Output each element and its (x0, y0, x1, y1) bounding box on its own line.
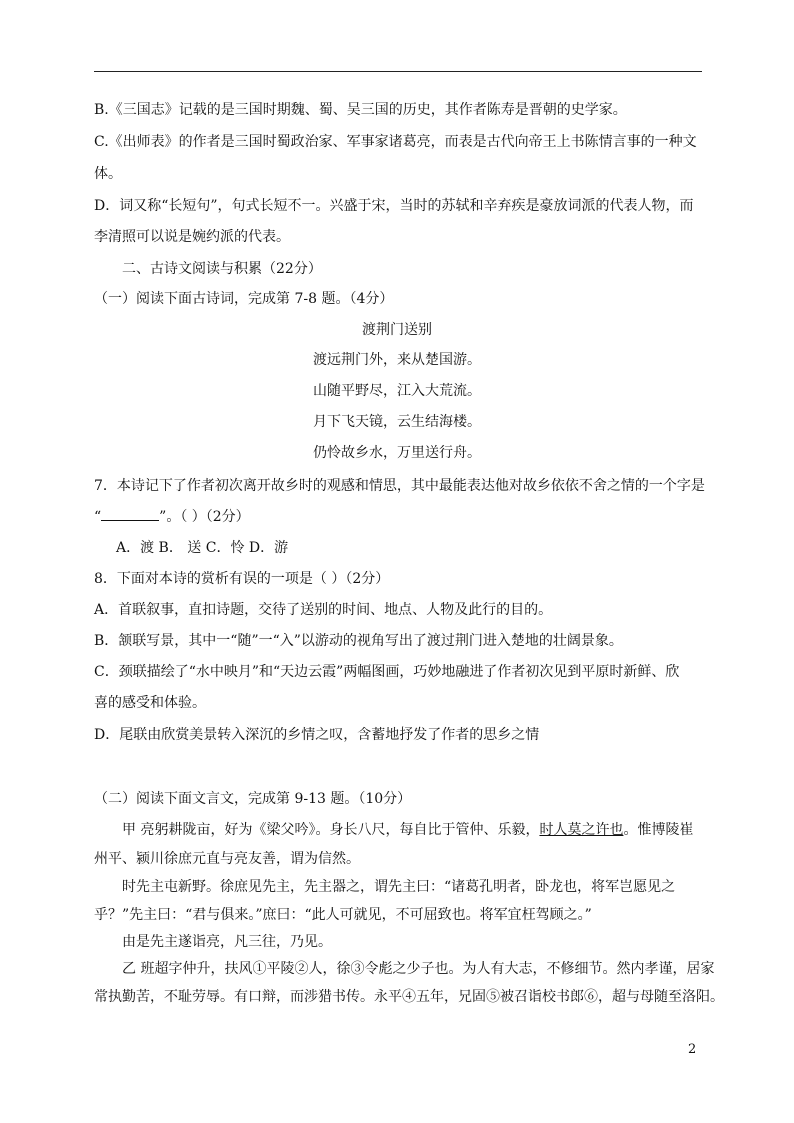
quote-close: ”。（ ）（2分） (159, 509, 250, 525)
part2-intro: （二）阅读下面文言文，完成第 9-13 题。（10分） (94, 791, 412, 807)
passage-a-text: 甲 亮躬耕陇亩，好为《梁父吟》。身长八尺，每自比于管仲、乐毅， (122, 822, 540, 838)
question-8-option-b: B．颔联写景，其中一“随”一“入”以游动的视角写出了渡过荆门进入楚地的壮阔景象。 (94, 633, 623, 649)
page-number: 2 (688, 1042, 697, 1057)
question-7-answer-line (94, 507, 250, 527)
passage-a-line: 乎？”先主曰：“君与俱来。”庶曰：“此人可就见，不可屈致也。将军宜枉驾顾之。” (94, 907, 592, 923)
header-rule (94, 71, 702, 72)
passage-a-text: 。惟博陵崔 (623, 822, 694, 838)
question-8-option-d: D．尾联由欣赏美景转入深沉的乡情之叹，含蓄地抒发了作者的思乡之情 (94, 727, 540, 743)
quote-open: “ (94, 509, 102, 525)
option-d-text: D．词又称“长短句”，句式长短不一。兴盛于宋，当时的苏轼和辛弃疾是豪放词派的代表人物，而 (94, 198, 694, 214)
answer-blank (101, 508, 159, 521)
question-8-option-a: A．首联叙事，直扣诗题，交待了送别的时间、地点、人物及此行的目的。 (94, 602, 553, 618)
question-8-option-c: C．颈联描绘了“水中映月”和“天边云霞”两幅图画，巧妙地融进了作者初次见到平原时新鲜、欣 (94, 664, 680, 680)
passage-a-line: 由是先主遂诣亮，凡三往，乃见。 (122, 934, 332, 950)
question-7-options: A．渡 B． 送 C．怜 D．游 (116, 540, 289, 556)
section-heading: 二、古诗文阅读与积累（22分） (122, 261, 322, 277)
passage-a-line: 时先主屯新野。徐庶见先主，先主器之，谓先主曰：“诸葛孔明者，卧龙也，将军岂愿见之 (122, 879, 676, 895)
option-c-text: C.《出师表》的作者是三国时蜀政治家、军事家诸葛亮，而表是古代向帝王上书陈情言事的一种文 (94, 134, 697, 150)
passage-b-line: 常执勤苦，不耻劳辱。有口辩，而涉猎书传。永平④五年，兄固⑤被召诣校书郎⑥，超与母随至洛阳。 (94, 989, 724, 1005)
poem-line: 山随平野尽，江入大荒流。 (313, 383, 481, 399)
passage-a-line: 州平、颍川徐庶元直与亮友善，谓为信然。 (94, 851, 360, 867)
question-7-stem: 7．本诗记下了作者初次离开故乡时的观感和情思，其中最能表达他对故乡依依不舍之情的一个字是 (94, 478, 705, 494)
poem-line: 月下飞天镜，云生结海楼。 (313, 414, 481, 430)
part1-intro: （一）阅读下面古诗词，完成第 7-8 题。（4分） (94, 291, 394, 307)
question-8-stem: 8．下面对本诗的赏析有误的一项是（ ）（2分） (94, 571, 390, 587)
question-8-option-c-continuation: 喜的感受和体验。 (94, 695, 206, 711)
option-c-continuation: 体。 (94, 166, 122, 182)
passage-b-line: 乙 班超字仲升，扶风①平陵②人，徐③令彪之少子也。为人有大志，不修细节。然内孝谨，居家 (122, 961, 715, 977)
passage-a-line (122, 820, 693, 840)
option-b-text: B.《三国志》记载的是三国时期魏、蜀、吴三国的历史，其作者陈寿是晋朝的史学家。 (94, 102, 627, 118)
poem-line: 仍怜故乡水，万里送行舟。 (313, 445, 481, 461)
poem-title: 渡荆门送别 (362, 322, 432, 338)
option-d-continuation: 李清照可以说是婉约派的代表。 (94, 229, 290, 245)
underlined-phrase: 时人莫之许也 (539, 822, 624, 838)
poem-line: 渡远荆门外，来从楚国游。 (313, 352, 481, 368)
